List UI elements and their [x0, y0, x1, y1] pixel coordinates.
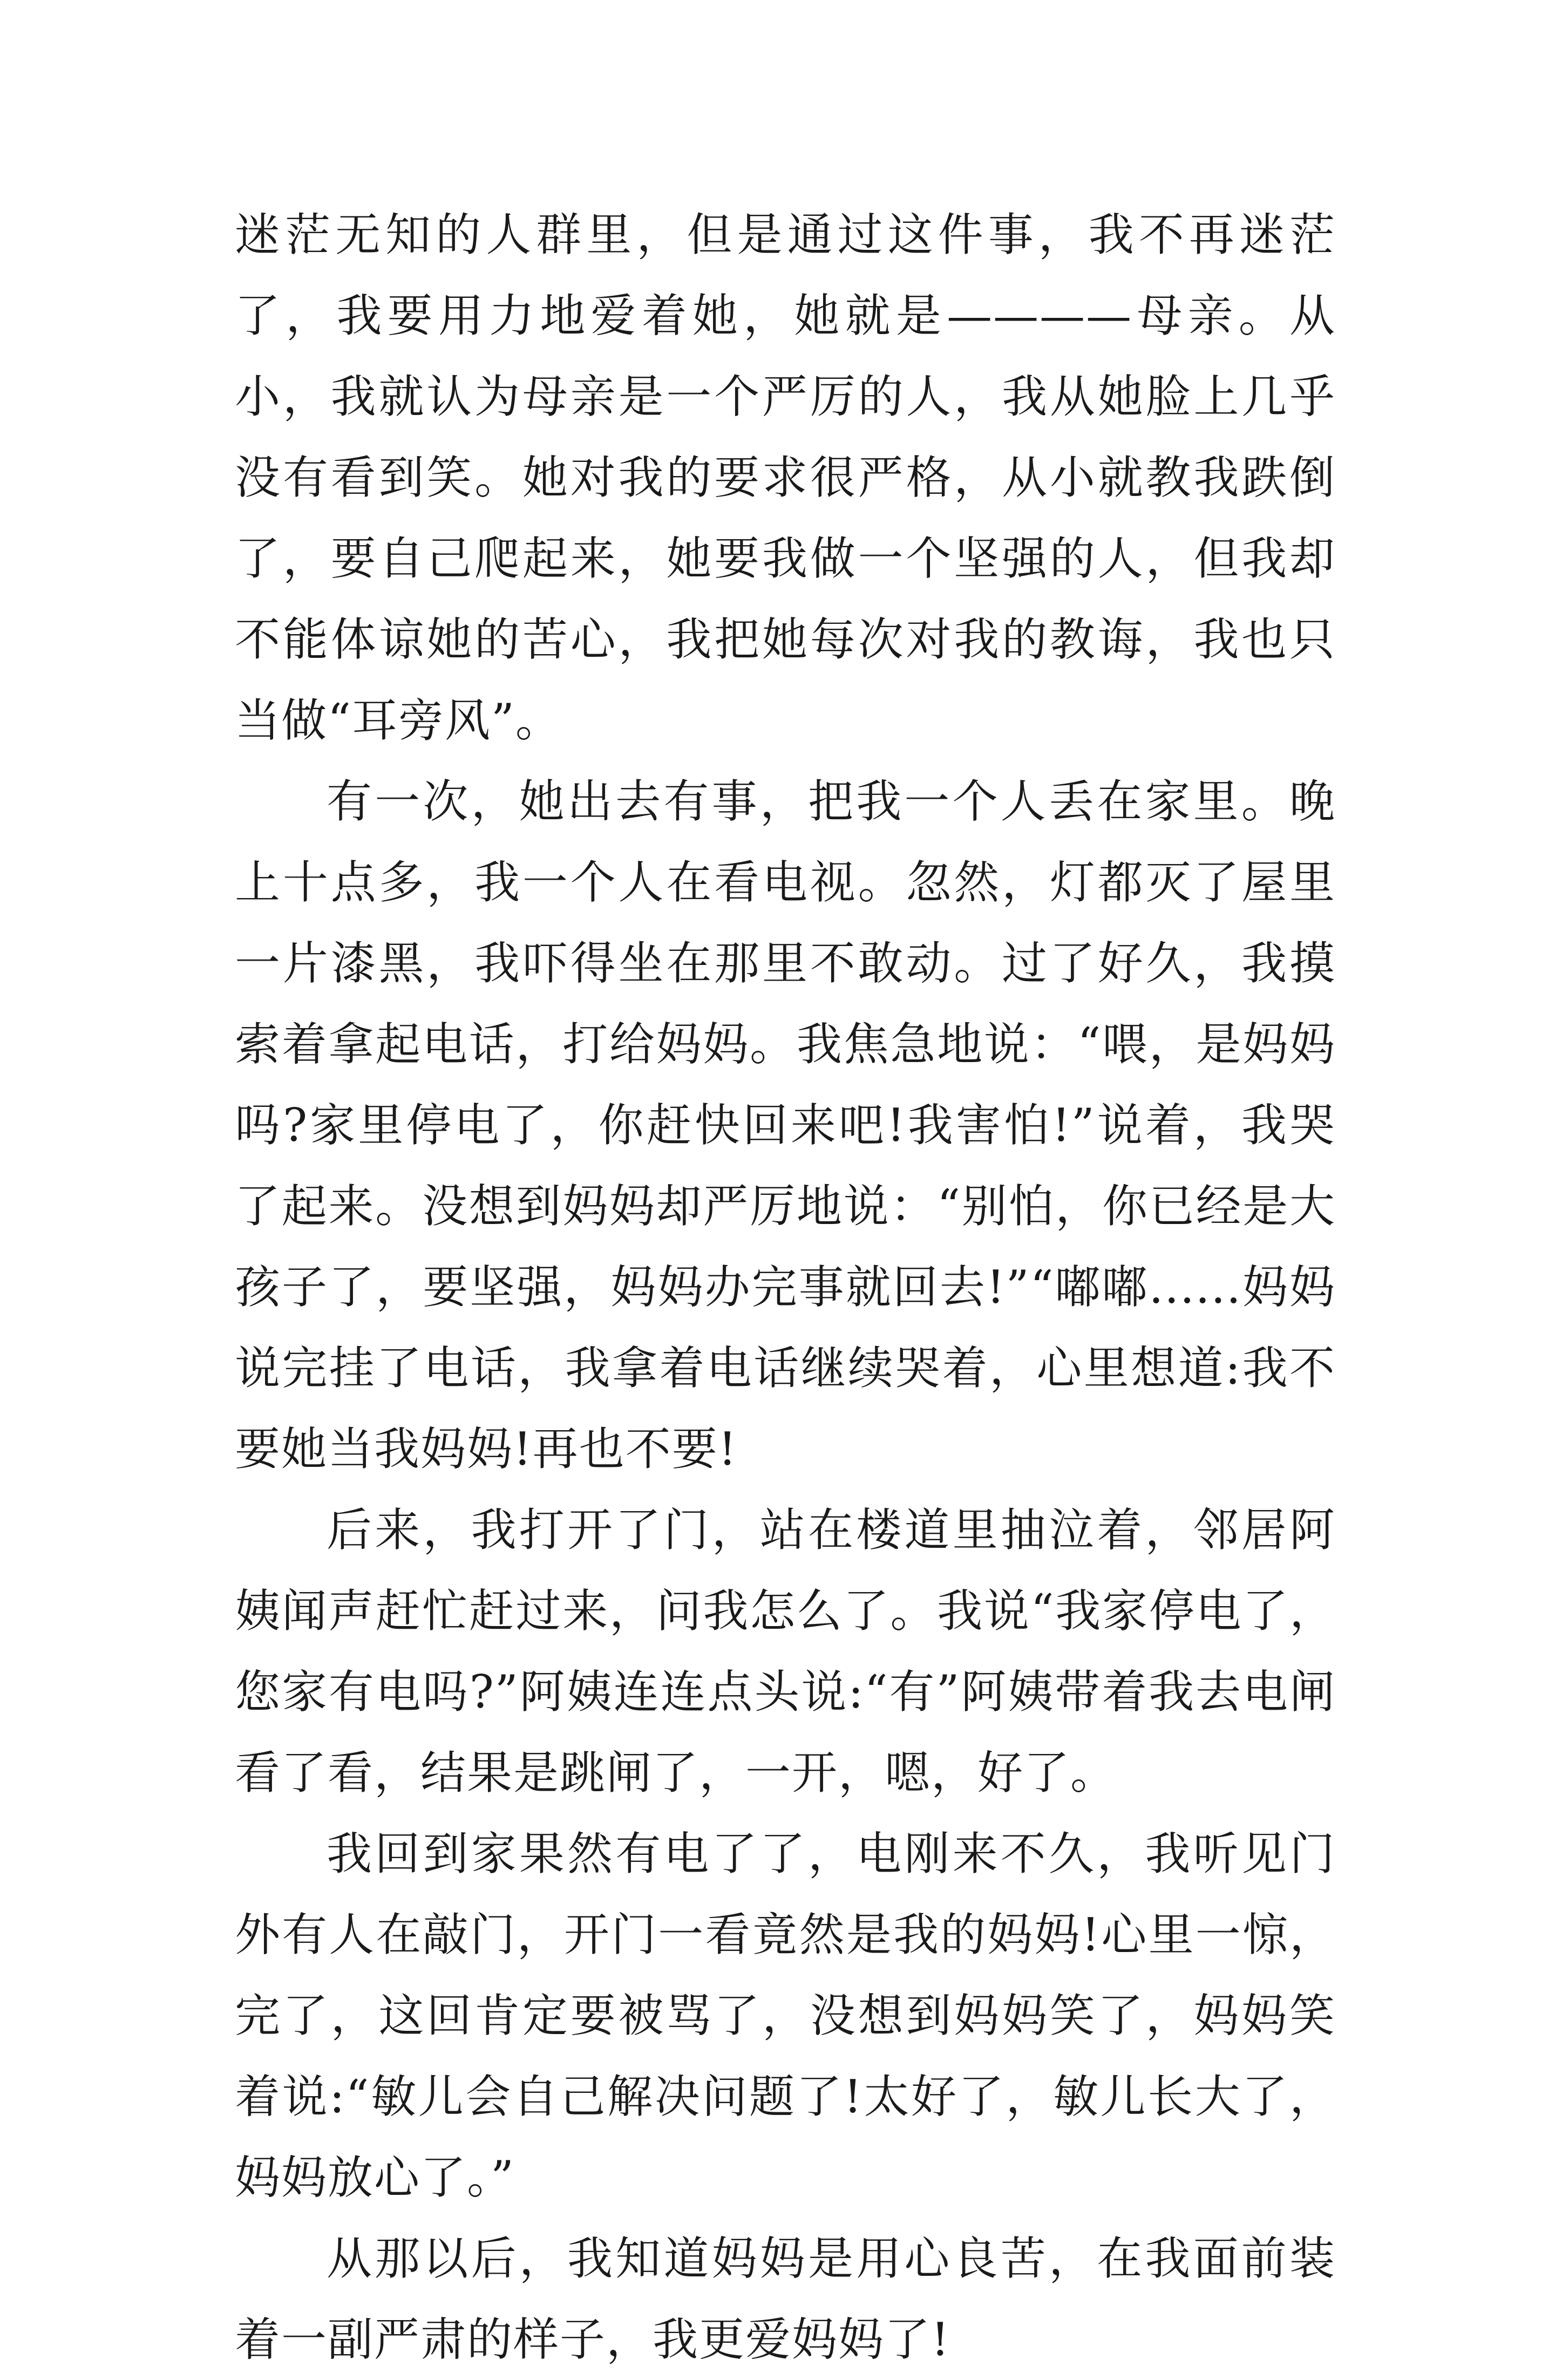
paragraph-4: 我回到家果然有电了了，电刚来不久，我听见门外有人在敲门，开门一看竟然是我的妈妈!心里一惊，完了，这回肯定要被骂了，没想到妈妈笑了，妈妈笑着说:“敏儿会自己解决问题了!太好了，敏儿长大了，妈妈放心了。” — [235, 1827, 1336, 2204]
paragraph-1: 迷茫无知的人群里，但是通过这件事，我不再迷茫了，我要用力地爱着她，她就是————母亲。从小，我就认为母亲是一个严厉的人，我从她脸上几乎没有看到笑。她对我的要求很严格，从小就教我跌倒了，要自己爬起来，她要我做一个坚强的人，但我却不能体谅她的苦心，我把她每次对我的教诲，我也只当做“耳旁风”。 — [235, 208, 1336, 747]
document-body — [235, 194, 1336, 2380]
paragraph-5: 从那以后，我知道妈妈是用心良苦，在我面前装着一副严肃的样子，我更爱妈妈了! — [235, 2232, 1336, 2366]
paragraph-2: 有一次，她出去有事，把我一个人丢在家里。晚上十点多，我一个人在看电视。忽然，灯都灭了屋里一片漆黑，我吓得坐在那里不敢动。过了好久，我摸索着拿起电话，打给妈妈。我焦急地说：“喂，是妈妈吗?家里停电了，你赶快回来吧!我害怕!”说着，我哭了起来。没想到妈妈却严厉地说：“别怕，你已经是大孩子了，要坚强，妈妈办完事就回去!”“嘟嘟......妈妈说完挂了电话，我拿着电话继续哭着，心里想道:我不要她当我妈妈!再也不要! — [235, 775, 1336, 1475]
paragraph-3: 后来，我打开了门，站在楼道里抽泣着，邻居阿姨闻声赶忙赶过来，问我怎么了。我说“我家停电了，您家有电吗?”阿姨连连点头说:“有”阿姨带着我去电闸看了看，结果是跳闸了，一开，嗯，好了。 — [235, 1504, 1336, 1799]
